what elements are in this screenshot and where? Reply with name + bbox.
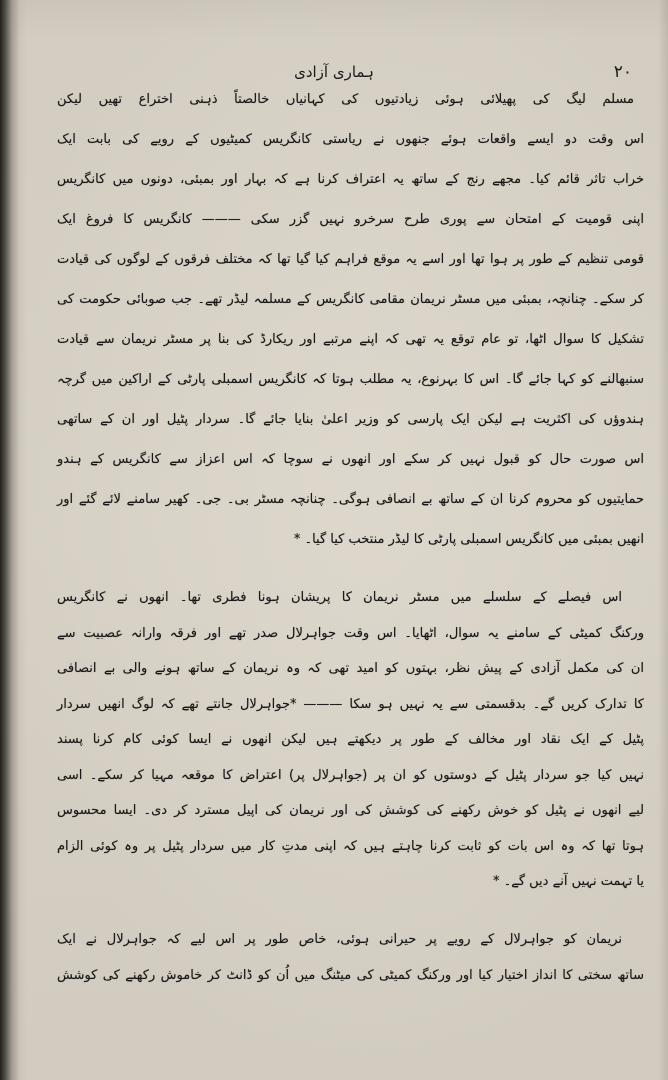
text-line: ہندوؤں کی اکثریت ہے لیکن ایک پارسی کو وزیر اعلیٰ بنایا جائے گا۔ سردار پٹیل اور ان کے ساتھی bbox=[57, 412, 644, 427]
text-line: کا تدارک کریں گے۔ بدقسمتی سے یہ نہیں ہو سکا ——— *جواہرلال جانتے تھے کہ لوگ انھیں سردار bbox=[57, 696, 644, 712]
text-line: اس صورت حال کو قبول نہیں کر سکے اور انھوں نے سوچا کہ اس اعزاز سے کانگریس کے ہندو bbox=[57, 452, 644, 467]
binding-shadow bbox=[0, 0, 28, 1080]
text-line: کر سکے۔ چنانچہ، بمبئی میں مسٹر نریمان مقامی کانگریس کے مسلمہ لیڈر تھے۔ جب صوبائی حکومت کی bbox=[57, 292, 644, 307]
text-line: انھیں بمبئی میں کانگریس اسمبلی پارٹی کا لیڈر منتخب کیا گیا۔ * bbox=[293, 532, 644, 547]
text-line: قومی تنظیم کے طور پر ہوا تھا اور اسے یہ موقع فراہم کیا گیا تھا کہ مختلف فرقوں کے لوگوں کی قیادت bbox=[57, 252, 644, 267]
text-line: پٹیل کے ایک نقاد اور مخالف کے طور پر دیکھتے ہیں لیکن انھوں نے ایسا کوئی کام کرنا پسند bbox=[57, 732, 644, 747]
body-text bbox=[57, 80, 644, 993]
text-line: ان کی مکمل آزادی کے پیش نظر، بہتوں کو امید تھی کہ وہ نریمان کے ساتھ ہونے والی بے انصافی bbox=[57, 661, 644, 676]
paragraph bbox=[57, 922, 644, 993]
text-line: یا تہمت نہیں آنے دیں گے۔ * bbox=[492, 874, 644, 889]
text-line: نریمان کو جواہرلال کے رویے پر حیرانی ہوئی، خاص طور پر اس لیے کہ جواہرلال نے ایک bbox=[57, 932, 622, 947]
text-line: اس فیصلے کے سلسلے میں مسٹر نریمان کا پریشان ہونا فطری تھا۔ انھوں نے کانگریس bbox=[57, 590, 622, 605]
text-line: ساتھ سختی کا انداز اختیار کیا اور ورکنگ کمیٹی کی میٹنگ میں اُن کو ڈانٹ کر خاموش رکھنے کی کوشش bbox=[57, 967, 644, 983]
text-line: ورکنگ کمیٹی کے سامنے یہ سوال، اٹھایا۔ اس وقت جواہرلال صدر تھے اور فرقہ وارانہ عصبیت سے bbox=[57, 625, 644, 641]
text-line: خراب تاثر قائم کیا۔ مجھے رنج کے ساتھ یہ اعتراف کرنا ہے کہ بہار اور بمبئی، دونوں میں کانگریس bbox=[57, 172, 644, 187]
page-edge bbox=[658, 0, 668, 1080]
text-line: سنبھالنے کو کہا جائے گا۔ اس کا بہرنوع، یہ مطلب ہوتا کہ کانگریس اسمبلی پارٹی کے اراکین میں گرچہ bbox=[57, 372, 644, 387]
page-number: ۲۰ bbox=[613, 62, 632, 82]
text-line: مسلم لیگ کی پھیلائی ہوئی زیادتیوں کی کہانیاں خالصتاً ذہنی اختراع تھیں لیکن bbox=[57, 92, 634, 107]
text-line: تشکیل کا سوال اٹھا، تو عام توقع یہ تھی کہ اپنے مرتبے اور ریکارڈ کی بنا پر مسٹر نریمان سے قیادت bbox=[57, 332, 644, 347]
text-line: ہوتا تھا کہ وہ اس بات کو ثابت کرنا چاہتے ہیں کہ اپنی مدتِ کار میں سردار پٹیل پر وہ کوئی الزام bbox=[57, 838, 644, 854]
text-line: اس وقت دو ایسے واقعات ہوئے جنھوں نے ریاستی کانگریس کمیٹیوں کے رویے کی بابت ایک bbox=[57, 132, 644, 147]
text-line: حمایتیوں کو محروم کرنا ان کے ساتھ بے انصافی ہوگی۔ چنانچہ مسٹر بی۔ جی۔ کھیر سامنے لائے گئے اور bbox=[57, 492, 644, 507]
text-line: اپنی قومیت کے امتحان سے پوری طرح سرخرو نہیں گزر سکی ——— کانگریس کا فروغ ایک bbox=[57, 212, 644, 227]
paragraph bbox=[57, 80, 644, 560]
text-line: نہیں کیا جو سردار پٹیل کے دوستوں کو ان پر (جواہرلال پر) اعتراض کا موقعہ مہیا کر سکے۔ اسی bbox=[57, 767, 644, 783]
paragraph bbox=[57, 580, 644, 900]
running-title: ہماری آزادی bbox=[294, 63, 374, 81]
text-line: لیے انھوں نے پٹیل کو خوش رکھنے کی کوشش کی اور نریمان کی اپیل مسترد کر دی۔ ایسا محسوس bbox=[57, 803, 644, 818]
